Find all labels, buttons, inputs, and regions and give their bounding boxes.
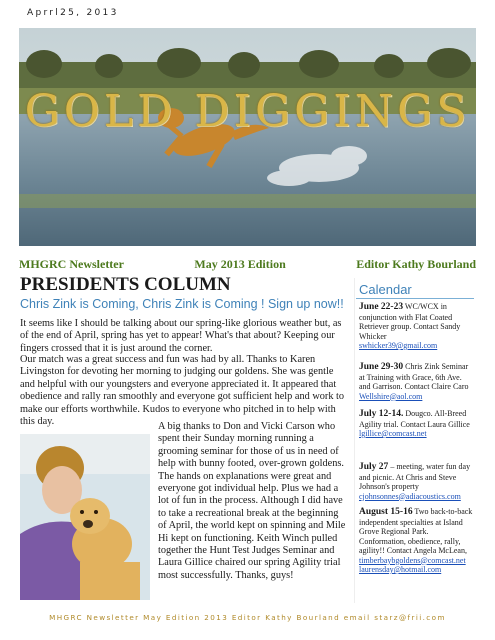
article-title: PRESIDENTS COLUMN xyxy=(20,274,231,295)
event-text: Two back-to-back independent specialties at Island Grove Regional Park. Conformation, obedience, rally, agility!! Contact Angela McLean, xyxy=(359,507,473,555)
event-text: WC/WCX in conjunction with Flat Coated Retriever group. Contact Sandy Whicker xyxy=(359,302,461,341)
article-paragraph-1: It seems like I should be talking about our spring-like glorious weather but, as of the end of April, spring has yet to appear! What's that about? Keeping our fingers crossed that it is just around the corner. xyxy=(20,318,342,354)
event-date: August 15-16 xyxy=(359,507,413,517)
page-footer: MHGRC Newsletter May Edition 2013 Editor Kathy Bourland email starz@frii.com xyxy=(49,613,446,622)
calendar-event xyxy=(359,462,473,501)
calendar-event xyxy=(359,507,473,575)
editor-label: Editor Kathy Bourland xyxy=(356,257,476,271)
newsletter-name: MHGRC Newsletter xyxy=(19,257,124,271)
edition-label: May 2013 Edition xyxy=(194,257,286,271)
event-date: July 12-14. xyxy=(359,409,404,419)
event-text: Dougco. All-Breed Agility trial. Contact Laura Gillice xyxy=(359,409,470,429)
event-email-link[interactable]: lgillice@comcast.net xyxy=(359,429,427,438)
event-date: June 22-23 xyxy=(359,302,404,312)
banner-photo xyxy=(19,28,476,246)
event-text: – meeting, water fun day and picnic. At Chris and Steve Johnson's property xyxy=(359,462,471,491)
calendar-event xyxy=(359,302,473,351)
info-bar xyxy=(19,257,476,272)
masthead-title: GOLD DIGGINGS xyxy=(24,86,471,137)
event-date: June 29-30 xyxy=(359,362,404,372)
event-email-link[interactable]: swhicker39@gmail.com xyxy=(359,341,438,350)
event-date: July 27 xyxy=(359,462,389,472)
event-email-link[interactable]: Wellshire@aol.com xyxy=(359,391,423,401)
calendar-event xyxy=(359,409,473,439)
issue-date: Aprrl25, 2013 xyxy=(27,8,119,18)
calendar-title: Calendar xyxy=(359,282,412,297)
article-paragraph-2: Our match was a great success and fun was had by all. Thanks to Karen Livingston for devoting her morning to judging our goldens. She was gentle and helpful with our youngsters and everyone appreciated it. It appeared that obedience and rally ran smoothly and everyone got sufficient help and work to make our efforts worthwhile. Kudos to everyone who pitched in to help with this day. xyxy=(20,354,345,428)
article-subhead: Chris Zink is Coming, Chris Zink is Coming ! Sign up now!! xyxy=(20,297,344,311)
event-text: Chris Zink Seminar at Training with Grace, 6th Ave. and Garrison. Contact Claire Caro xyxy=(359,362,469,391)
woman-puppy-photo xyxy=(20,434,150,600)
calendar-divider xyxy=(356,298,474,299)
event-email-link[interactable]: timberbaybgoldens@comcast.net laurensday@hotmail.com xyxy=(359,555,466,574)
calendar-event xyxy=(359,362,473,401)
event-email-link[interactable]: cjohnsonnes@adiacoustics.com xyxy=(359,491,461,501)
article-paragraph-3: A big thanks to Don and Vicki Carson who spent their Sunday morning running a grooming seminar for those of us in need of help with bunny footed, over-grown goldens. The hands on explanations were great and everyone got individual help. Plus we had a lot of fun in the process. Although I did have to take a recreational break at the beginning of April, the world kept on spinning and Mile Hi kept on functioning. Keith Winch pulled together the Hunt Test Judges Seminar and Laura Gillice chaired our spring Agility trial most successfully. Thanks, guys! xyxy=(158,421,346,581)
